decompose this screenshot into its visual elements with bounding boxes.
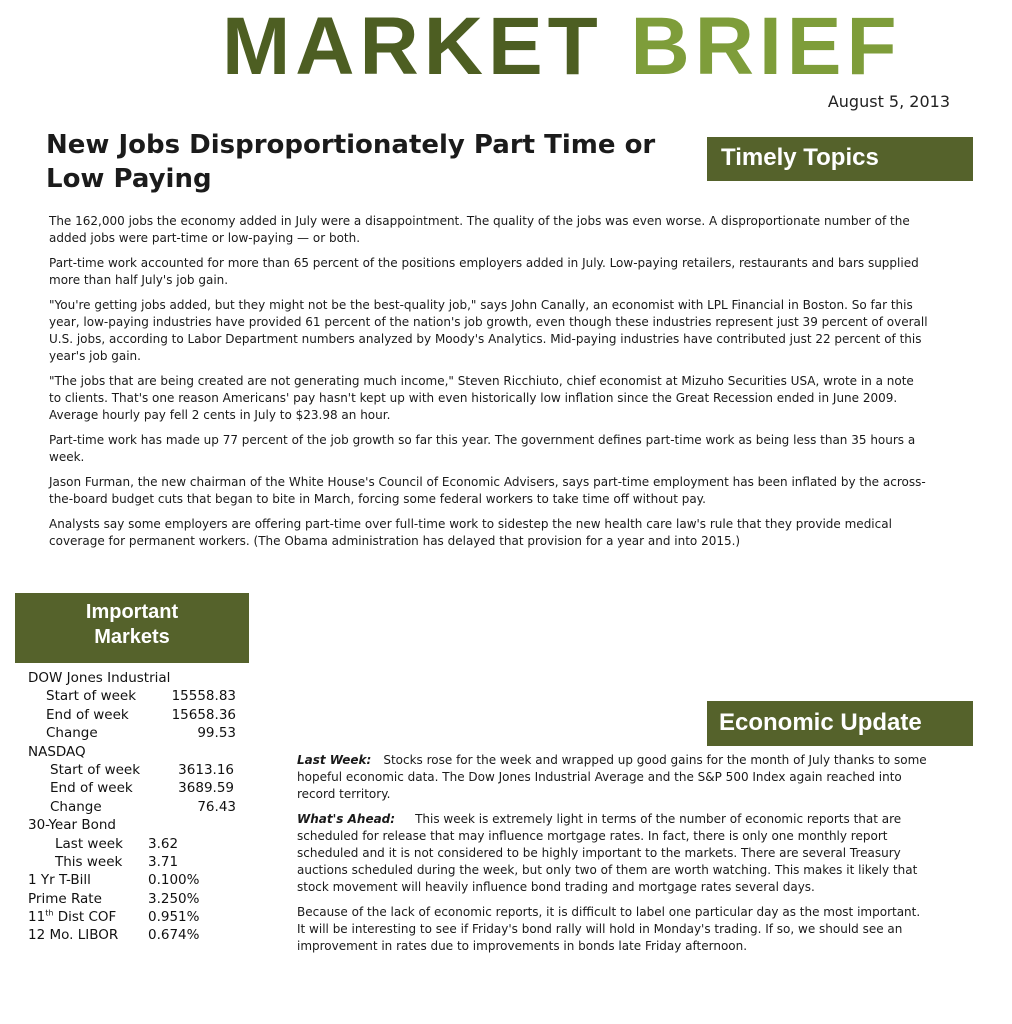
article-paragraph: Analysts say some employers are offering part-time over full-time work to sidestep the new health care law's rule that they provide medical coverage for permanent workers. (The Obama administration has delayed that provision for a year and into 2015.) [49,517,892,548]
closing-paragraph: Because of the lack of economic reports, it is difficult to label one particular day as the most important. It will be interesting to see if Friday's bond rally will hold in Monday's trading. If so, we should see an improvement in rates due to improvements in bonds late Friday afternoon. [297,905,921,953]
dow-change-row [28,724,258,742]
bond-this-value: 3.71 [148,853,179,870]
bond-this-row [28,853,258,871]
bond-last-label: Last week [55,835,123,852]
bond-heading-row [28,816,258,834]
dow-start-row [28,687,258,705]
nasdaq-change-value: 76.43 [197,798,236,815]
whats-ahead-text: This week is extremely light in terms of the number of economic reports that are scheduled for release that may influence mortgage rates. In fact, there is only one monthly report scheduled and it is not considered to be highly important to the markets. There are several Treasury auctions scheduled during the week, but only two of them are worth watching. This makes it likely that stock movement will heavily influence bond trading and mortgage rates several days. [297,812,918,894]
libor-label: 12 Mo. LIBOR [28,927,119,944]
cof-label-rest: Dist COF [53,909,117,926]
nasdaq-start-value: 3613.16 [178,761,234,778]
cof-value: 0.951% [148,909,200,926]
cof-label-num: 11 [28,909,46,926]
article-paragraph: "The jobs that are being created are not generating much income," Steven Ricchiuto, chief economist at Mizuho Securities USA, wrote in a note to clients. That's one reason Americans' pay hasn't kept up with even historically low inflation since the Great Recession ended in June 2009. Average hourly pay fell 2 cents in July to $23.98 an hour. [49,374,914,422]
important-markets-line1: Important [85,601,179,623]
markets-table [28,669,258,945]
article-paragraph: Jason Furman, the new chairman of the White House's Council of Economic Advisers, says part-time employment has been inflated by the across-the-board budget cuts that began to bite in March, forcing some federal workers to take time off without pay. [49,475,926,506]
article-body [49,213,929,558]
last-week-paragraph [297,752,927,803]
nasdaq-label: NASDAQ [28,743,86,760]
prime-value: 3.250% [148,890,200,907]
whats-ahead-label: What's Ahead: [297,812,396,826]
article-paragraph: Part-time work has made up 77 percent of the job growth so far this year. The government defines part-time work as being less than 35 hours a week. [49,433,916,464]
prime-row [28,890,258,908]
dow-heading-row [28,669,258,687]
dow-end-row [28,706,258,724]
masthead-title [222,1,902,92]
prime-label: Prime Rate [28,890,102,907]
article-headline: New Jobs Disproportionately Part Time or Low Paying [46,130,656,194]
tbill-value: 0.100% [148,872,200,889]
cof-label [28,908,116,926]
timely-topics-banner: Timely Topics [707,137,973,181]
dow-change-label: Change [46,725,98,742]
tbill-label: 1 Yr T-Bill [28,872,91,889]
dow-change-value: 99.53 [197,725,236,742]
masthead-word-brief: BRIEF [630,1,902,92]
nasdaq-start-row [28,761,258,779]
nasdaq-change-label: Change [50,798,102,815]
tbill-row [28,871,258,889]
nasdaq-end-value: 3689.59 [178,780,234,797]
libor-value: 0.674% [148,927,200,944]
economic-update-banner: Economic Update [707,701,973,746]
dow-end-value: 15658.36 [171,706,236,723]
bond-last-row [28,835,258,853]
dow-start-label: Start of week [46,688,137,705]
economic-update-body [297,752,927,963]
masthead-word-market: MARKET [222,1,603,92]
cof-row [28,908,258,926]
article-paragraph: Part-time work accounted for more than 65 percent of the positions employers added in July. Low-paying retailers, restaurants and bars supplied more than half July's job gain. [49,256,919,287]
dow-label: DOW Jones Industrial [28,670,171,686]
nasdaq-end-label: End of week [50,780,133,797]
important-markets-banner [15,593,249,663]
whats-ahead-paragraph [297,811,927,896]
libor-row [28,926,258,944]
nasdaq-end-row [28,779,258,797]
last-week-text: Stocks rose for the week and wrapped up good gains for the month of July thanks to some hopeful economic data. The Dow Jones Industrial Average and the S&P 500 Index again reached into record territory. [297,753,927,801]
issue-date: August 5, 2013 [827,92,950,111]
nasdaq-start-label: Start of week [50,761,141,778]
last-week-label: Last Week: [297,753,372,767]
article-paragraph: "You're getting jobs added, but they might not be the best-quality job," says John Canally, an economist with LPL Financial in Boston. So far this year, low-paying industries have provided 61 percent of the nation's job growth, even though these industries represent just 39 percent of overall U.S. jobs, according to Labor Department numbers analyzed by Moody's Analytics. Mid-paying industries have contributed just 22 percent of this year's job gain. [49,298,928,363]
bond-this-label: This week [55,853,123,870]
bond-last-value: 3.62 [148,835,179,852]
cof-label-sup: th [45,908,54,918]
article-paragraph: The 162,000 jobs the economy added in July were a disappointment. The quality of the jobs was even worse. A disproportionate number of the added jobs were part-time or low-paying — or both. [49,214,910,245]
nasdaq-change-row [28,798,258,816]
bond-label: 30-Year Bond [28,817,116,834]
dow-start-value: 15558.83 [171,688,236,705]
nasdaq-heading-row [28,743,258,761]
dow-end-label: End of week [46,706,129,723]
important-markets-line2: Markets [94,626,170,648]
